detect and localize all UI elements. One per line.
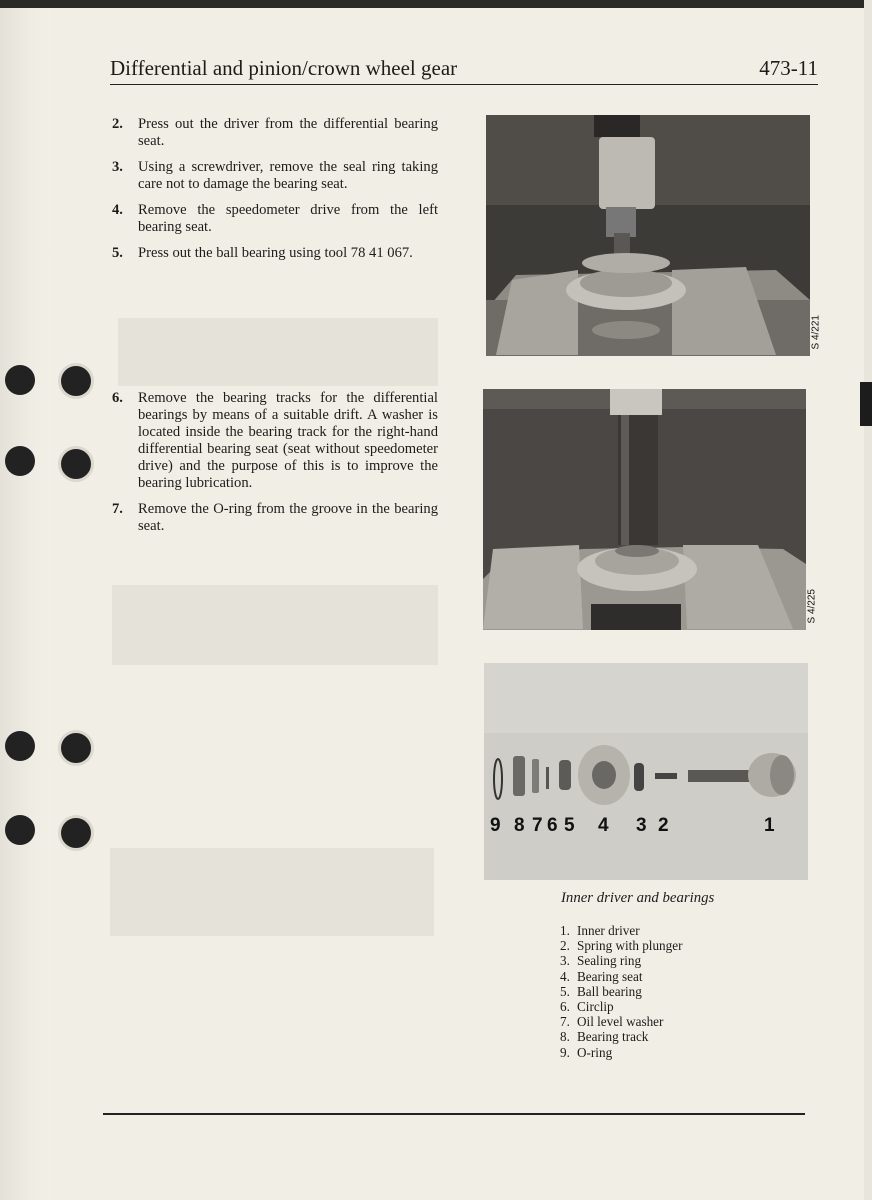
procedure-step: 3. Using a screwdriver, remove the seal ring taking care not to damage the bearing seat. [112, 159, 438, 192]
callout-4: 4 [598, 815, 609, 836]
figure-caption: Inner driver and bearings [561, 890, 715, 906]
callout-labels [488, 815, 788, 841]
figure-code: S 4/225 [806, 589, 817, 624]
punch-hole [58, 730, 94, 766]
page-binding-edge [0, 0, 52, 1200]
punch-hole [5, 365, 35, 395]
callout-9: 9 [490, 815, 501, 836]
legend-item: 8. Bearing track [560, 1029, 649, 1045]
callout-7: 7 [532, 815, 543, 836]
page-header [110, 54, 818, 85]
procedure-step: 7. Remove the O-ring from the groove in the bearing seat. [112, 501, 438, 534]
page-tab-marker [860, 382, 872, 426]
show-through-image [110, 848, 434, 936]
punch-hole [5, 815, 35, 845]
inner-driver-exploded-photo [484, 663, 808, 880]
legend-item: 6. Circlip [560, 999, 614, 1015]
punch-hole [58, 446, 94, 482]
procedure-steps-upper [112, 116, 438, 271]
punch-hole [5, 731, 35, 761]
section-title: Differential and pinion/crown wheel gear [110, 56, 458, 80]
callout-2: 2 [658, 815, 669, 836]
procedure-step: 5. Press out the ball bearing using tool 78 41 067. [112, 245, 413, 261]
legend-item: 7. Oil level washer [560, 1014, 664, 1030]
show-through-image [112, 585, 438, 665]
parts-legend [560, 923, 683, 1060]
figure-code: S 4/221 [810, 315, 821, 350]
punch-hole [58, 815, 94, 851]
procedure-step: 2. Press out the driver from the differential bearing seat. [112, 116, 438, 149]
show-through-image [118, 318, 438, 386]
callout-1: 1 [764, 815, 775, 836]
callout-6: 6 [547, 815, 558, 836]
footer-rule [103, 1113, 805, 1115]
callout-5: 5 [564, 815, 575, 836]
procedure-steps-lower [112, 390, 438, 544]
legend-item: 4. Bearing seat [560, 968, 643, 984]
remove-bearing-track-photo [483, 389, 817, 630]
page-number: 473-11 [759, 56, 818, 80]
legend-item: 9. O-ring [560, 1044, 613, 1060]
legend-item: 5. Ball bearing [560, 983, 642, 999]
punch-hole [5, 446, 35, 476]
procedure-step: 4. Remove the speedometer drive from the left bearing seat. [112, 202, 438, 235]
right-page-edge [864, 0, 872, 1200]
top-edge-shadow [0, 0, 872, 8]
callout-3: 3 [636, 815, 647, 836]
punch-hole [58, 363, 94, 399]
legend-item: 2. Spring with plunger [560, 938, 683, 954]
legend-item: 3. Sealing ring [560, 953, 642, 969]
legend-item: 1. Inner driver [560, 923, 640, 938]
procedure-step: 6. Remove the bearing tracks for the differential bearings by means of a suitable drift. A washer is located inside the bearing track for the right-hand differential bearing seat (seat without speedometer drive) and the purpose of this is to improve the bearing lubrication. [112, 390, 438, 491]
press-out-driver-photo [486, 115, 821, 356]
callout-8: 8 [514, 815, 525, 836]
